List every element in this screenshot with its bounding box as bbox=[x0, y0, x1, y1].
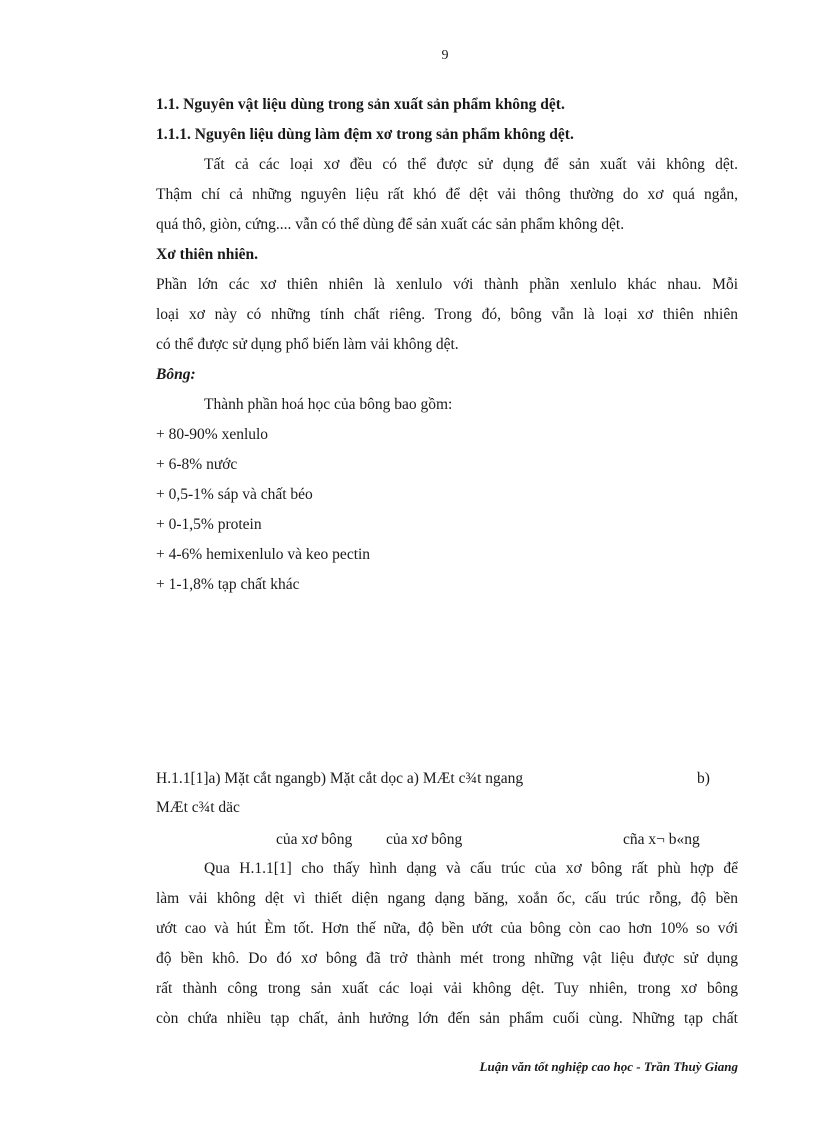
paragraph-line: Qua H.1.1[1] cho thấy hình dạng và cấu trúc của xơ bông rất phù hợp để bbox=[204, 860, 738, 877]
paragraph-line: còn chứa nhiều tạp chất, ảnh hưởng lớn đến sản phẩm cuối cùng. Những tạp chất bbox=[156, 1010, 738, 1027]
figure-subcaption: của xơ bông bbox=[276, 831, 353, 848]
paragraph-line: rất thành công trong sản xuất các loại vải không dệt. Tuy nhiên, trong xơ bông bbox=[156, 980, 738, 997]
figure-caption-line2: MÆt c¾t däc bbox=[156, 799, 240, 816]
section-heading: 1.1. Nguyên vật liệu dùng trong sản xuất sản phẩm không dệt. bbox=[156, 96, 565, 113]
paragraph-line: độ bền khô. Do đó xơ bông đã trở thành mét trong những vật liệu được sử dụng bbox=[156, 950, 738, 967]
list-item: + 4-6% hemixenlulo và keo pectin bbox=[156, 546, 371, 563]
page-number: 9 bbox=[441, 48, 449, 63]
paragraph-line: Phần lớn các xơ thiên nhiên là xenlulo với thành phần xenlulo khác nhau. Mỗi bbox=[156, 276, 738, 293]
list-item: + 80-90% xenlulo bbox=[156, 426, 269, 443]
paragraph-line: Tất cả các loại xơ đều có thể được sử dụng để sản xuất vải không dệt. bbox=[204, 156, 738, 173]
list-item: + 0-1,5% protein bbox=[156, 516, 262, 533]
list-item: + 0,5-1% sáp và chất béo bbox=[156, 486, 313, 503]
paragraph-line: loại xơ này có những tính chất riêng. Trong đó, bông vẫn là loại xơ thiên nhiên bbox=[156, 306, 738, 323]
page-footer: Luận văn tốt nghiệp cao học - Trần Thuỳ Giang bbox=[479, 1059, 738, 1074]
paragraph-line: ướt cao và hút Èm tốt. Hơn thế nữa, độ bền ướt của bông còn cao hơn 10% so với bbox=[156, 920, 738, 937]
cotton-heading: Bông: bbox=[156, 366, 196, 383]
paragraph-line: Thậm chí cả những nguyên liệu rất khó để dệt vải thông thường do xơ quá ngắn, bbox=[156, 186, 738, 203]
figure-subcaption: cña x¬ b«ng bbox=[623, 831, 700, 848]
subsection-heading: 1.1.1. Nguyên liệu dùng làm đệm xơ trong sản phẩm không dệt. bbox=[156, 126, 574, 143]
natural-fiber-heading: Xơ thiên nhiên. bbox=[156, 246, 259, 263]
figure-caption: H.1.1[1]a) Mặt cắt ngangb) Mặt cắt dọc a) MÆt c¾t ngang bbox=[156, 770, 524, 787]
list-item: + 1-1,8% tạp chất khác bbox=[156, 576, 300, 593]
paragraph-line: làm vải không dệt vì thiết diện ngang dạng băng, xoắn ốc, cấu trúc rỗng, độ bền bbox=[156, 890, 738, 907]
paragraph-line: có thể được sử dụng phổ biến làm vải không dệt. bbox=[156, 336, 459, 353]
figure-subcaption: của xơ bông bbox=[386, 831, 463, 848]
figure-caption-label-b: b) bbox=[697, 770, 710, 787]
list-item: + 6-8% nước bbox=[156, 456, 238, 473]
paragraph-line: quá thô, giòn, cứng.... vẫn có thể dùng để sản xuất các sản phẩm không dệt. bbox=[156, 216, 625, 233]
composition-intro: Thành phần hoá học của bông bao gồm: bbox=[204, 396, 453, 413]
